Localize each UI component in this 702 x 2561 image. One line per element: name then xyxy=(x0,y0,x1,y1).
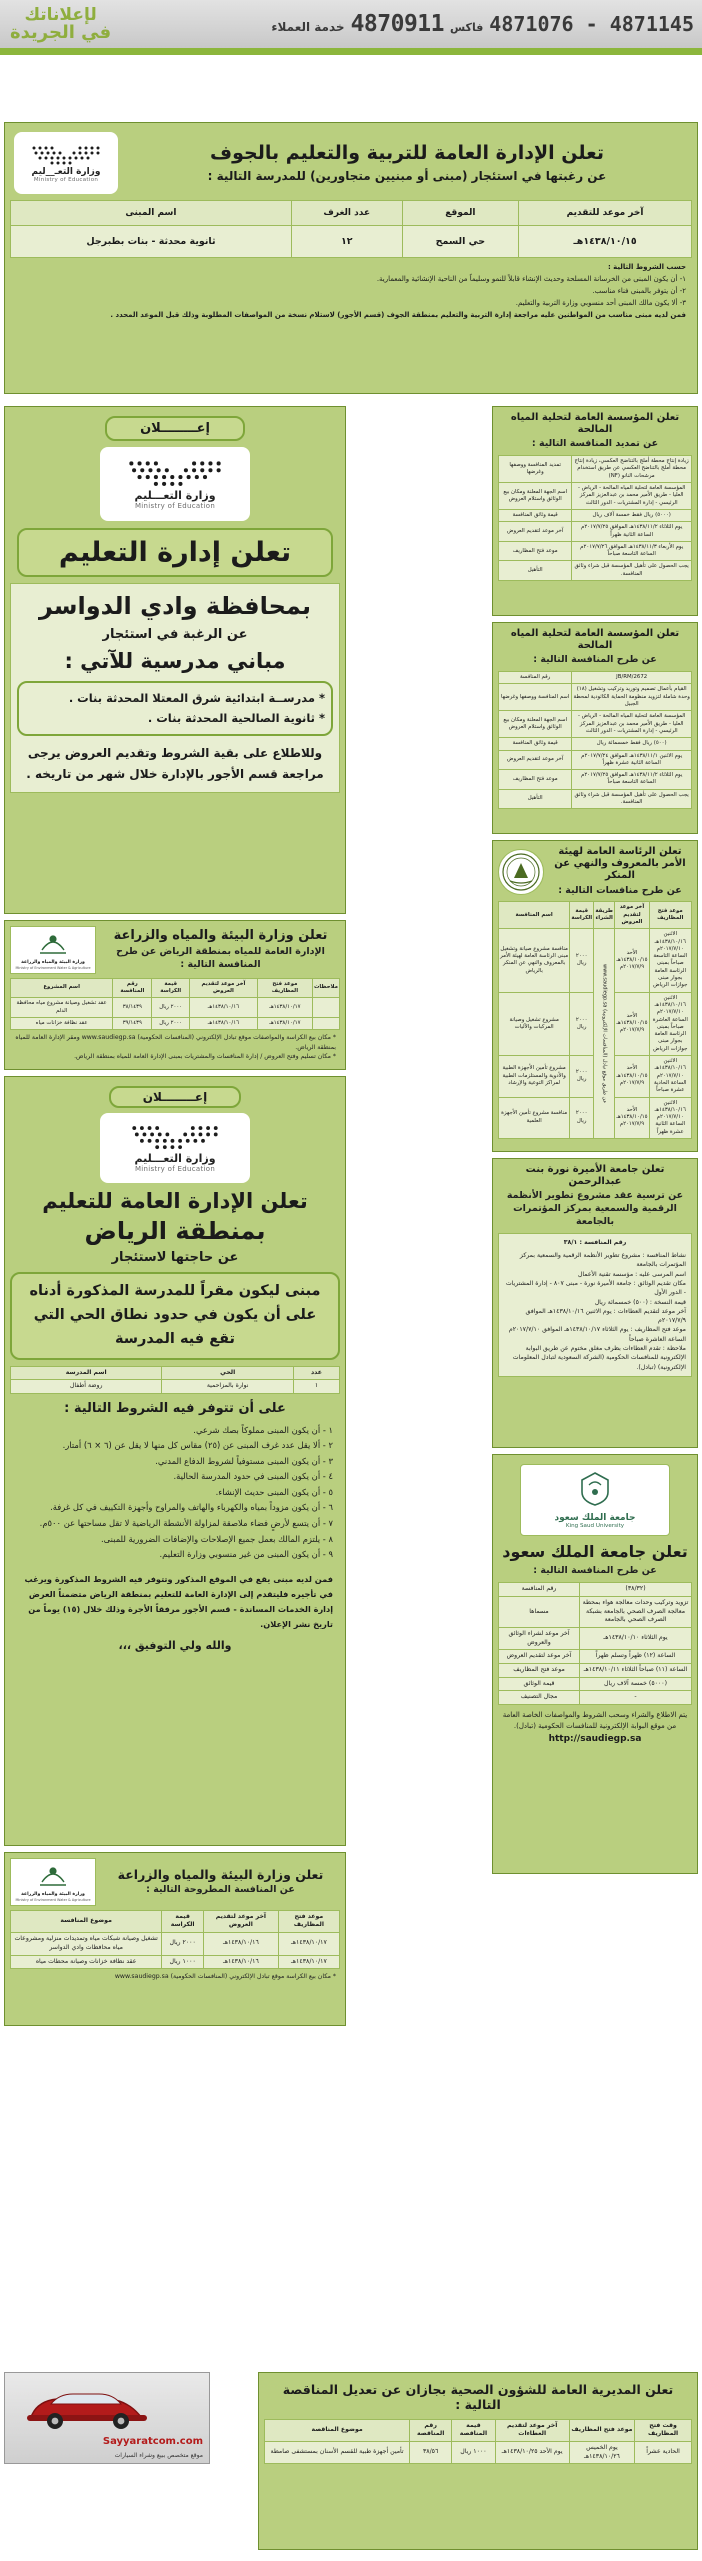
th-count: عدد xyxy=(293,1366,339,1380)
th-notes: ملاحظات xyxy=(312,978,339,998)
ad-pnu-subtitle: عن ترسية عقد مشروع تطوير الأنظمة الرقمية والسمعية بمركز المؤتمرات بالجامعة xyxy=(506,1190,684,1227)
cell-opening: ١٤٣٨/١٠/١٧هـ xyxy=(257,998,312,1018)
cell-opening: الاثنين ١٤٣٨/١٠/١٦هـ ٢٠١٧/٧/١٠م الساعة العاشرة صباحاً بمبنى الرئاسة العامة بجوار مبنى جوازات الرياض xyxy=(649,992,691,1055)
customer-service-label: خدمة العملاء xyxy=(271,20,345,34)
cell-deadline: الأحد ١٤٣٨/١٠/١٥هـ ٢٠١٧/٧/٩م xyxy=(615,929,649,992)
cell-label: موعد فتح المظاريف xyxy=(499,1664,580,1678)
moe-logo-english: Ministry of Education xyxy=(33,176,99,183)
th-price: قيمة الكراسة xyxy=(152,978,190,998)
table-row xyxy=(499,929,692,992)
ad-wadi-item-1: * مدرســة ابتدائية شرق المعتلا المحدثة بنات . xyxy=(68,690,325,705)
ad-riyadh-conditions-title: على أن تتوفر فيه الشروط التالية : xyxy=(64,1400,286,1416)
pnu-row-1: نشاط المنافسة : مشروع تطوير الأنظمة الرقمية والسمعية بمركز المؤتمرات بالجامعة xyxy=(519,1252,686,1269)
ad-pnu-title: تعلن جامعة الأميرة نورة بنت عبدالرحمن xyxy=(525,1164,665,1188)
th-subject: موضوع المناقصة xyxy=(265,2419,410,2441)
table-row xyxy=(499,456,692,483)
cell-deadline: يوم الأحد ١٤٣٨/١٠/٢٥هـ xyxy=(495,2441,569,2463)
ad-king-saud-university[interactable] xyxy=(492,1454,698,1874)
ad-jouf-title: تعلن الإدارة العامة للتربية والتعليم بالجوف xyxy=(210,142,604,165)
th-opening-date: موعد فتح المظاريف xyxy=(569,2419,634,2441)
th-opening-time: وقت فتح المظاريف xyxy=(635,2419,692,2441)
table-header-row xyxy=(265,2419,692,2441)
note-3: ٣- ألا يكون مالك المبنى أحد منسوبي وزارة التربية والتعليم. xyxy=(515,298,686,307)
table-header-row xyxy=(499,902,692,929)
ad-ksu-title: تعلن جامعة الملك سعود xyxy=(502,1542,688,1561)
ksu-logo-english: King Saud University xyxy=(565,1523,625,1529)
cell-price: ٢٠٠٠ ريال xyxy=(152,1018,190,1030)
table-row xyxy=(499,1691,692,1705)
cell-price: ١٠٠٠ ريال xyxy=(162,1955,204,1969)
cell-opening-time: الحادية عشراً xyxy=(635,2441,692,2463)
ad-sayyarat-banner[interactable] xyxy=(4,2372,210,2464)
pnu-label-4: قيمة النسخة xyxy=(654,1298,686,1306)
th-rooms: عدد الغرف xyxy=(291,201,402,226)
table-row xyxy=(499,1597,692,1628)
cell-price: ٢٠٠٠ ريال xyxy=(570,1056,594,1097)
cell-opening: الاثنين ١٤٣٨/١٠/١٦هـ ٢٠١٧/٧/١٠م الساعة التاسعة صباحاً بمبنى الرئاسة العامة بجوار مبنى جوازات الرياض xyxy=(649,929,691,992)
table-row xyxy=(499,541,692,561)
cell-value: (٣٨/٣٢) xyxy=(580,1583,692,1597)
cell-label: آخر موعد لتقديم العروض xyxy=(499,522,572,542)
cell-opening: الاثنين ١٤٣٨/١٠/١٦هـ ٢٠١٧/٧/١٠م الساعة الثانية عشرة ظهراً xyxy=(649,1097,691,1138)
table-row xyxy=(11,1955,340,1969)
ad-swcc-extension[interactable] xyxy=(492,406,698,616)
pnu-label-3: مكان تقديم الوثائق xyxy=(637,1280,686,1287)
pnu-row-2: اسم المرسى عليه : مؤسسة تقنية الأعمال xyxy=(577,1270,686,1278)
cell-label: اسم الجهة المعلنة ومكان بيع الوثائق واستلام العروض xyxy=(499,483,572,510)
th-name: اسم المنافسة xyxy=(499,902,570,929)
cell-deadline: الأحد ١٤٣٨/١٠/١٥هـ ٢٠١٧/٧/٩م xyxy=(615,992,649,1055)
ad-moewa-riyadh-water[interactable] xyxy=(4,920,346,1070)
th-opening: موعد فتح المظاريف xyxy=(649,902,691,929)
cell-value: - xyxy=(580,1691,692,1705)
ad-hayaa-tenders[interactable] xyxy=(492,840,698,1152)
cell-value: تزويد وتركيب وحدات معالجة هواء بمحطة معالجة الصرف الصحي بالجامعة بشبكة الصرف الصحي بالجامعة xyxy=(580,1597,692,1628)
cell-value: (٥٠٠٠) خمسة آلاف ريال xyxy=(580,1677,692,1691)
fax-numbers: 4871145 - 4871076 xyxy=(489,12,694,36)
table-row xyxy=(499,509,692,521)
cell-label: قيمة وثائق المنافسة xyxy=(499,509,572,521)
th-project: اسم المشروع xyxy=(11,978,113,998)
table-row xyxy=(499,1664,692,1678)
condition-3: ٣ - أن يكون المبنى مستوفياً لشروط الدفاع المدني. xyxy=(155,1455,333,1466)
ministry-of-education-logo xyxy=(100,1113,250,1183)
note-1: * مكان بيع الكراسة والمواصفات موقع تبادل الإلكتروني (المنافسات الحكومية) www.saudiegp.sa ومقر الإدارة العامة للمياه بمنطقة الرياض. xyxy=(15,1034,336,1051)
cell-rooms: ١٢ xyxy=(291,226,402,258)
table-header-row xyxy=(11,1366,340,1380)
table-row xyxy=(499,770,692,790)
condition-4: ٤ - أن يكون المبنى في حدود المدرسة الحالية. xyxy=(173,1471,333,1482)
moe-logo-arabic: وزارة التعـــليم xyxy=(134,489,216,502)
th-number: رقم المناقصة xyxy=(410,2419,452,2441)
ad-jazan-title: تعلن المديرية العامة للشؤون الصحية بجازان عن تعديل المناقصة التالية : xyxy=(282,2382,674,2413)
cell-label: موعد فتح المظاريف xyxy=(499,541,572,561)
sayyarat-tagline: موقع متخصص ببيع وشراء السيارات xyxy=(114,2452,203,2459)
note-2: ٢- أن يتوفر بالمبنى فناء مناسب. xyxy=(592,286,686,295)
ad-jouf-notes xyxy=(10,258,692,323)
ad-ksu-table xyxy=(498,1582,692,1705)
sayyarat-brand: Sayyaratcom.com xyxy=(102,2436,203,2447)
cell-number: ٣٩/١٤٣٩ xyxy=(113,1018,152,1030)
cell-name: مشروع تأمين الأجهزة الطبية والأدوية والمستلزمات الطبية لمراكز التوعية والإرشاد xyxy=(499,1056,570,1097)
cell-value: يوم الثلاثاء ١٤٣٨/١٠/١٠هـ xyxy=(580,1628,692,1650)
pnu-value-6: يوم الثلاثاء ١٤٣٨/١٠/١٧هـ الموافق ٢٠١٧/٧/١٠م الساعة العاشرة صباحاً xyxy=(508,1326,686,1343)
ad-wadi-headline-3: عن الرغبة في استئجار xyxy=(102,627,248,643)
th-price: قيمة الكراسة xyxy=(570,902,594,929)
th-price: قيمة الكراسة xyxy=(162,1910,204,1932)
cell-opening: الاثنين ١٤٣٨/١٠/١٦هـ ٢٠١٧/٧/١٠م الساعة الحادية عشرة صباحاً xyxy=(649,1056,691,1097)
ad-ksu-subtitle: عن طرح المنافسة التالية : xyxy=(533,1564,657,1576)
cell-count: ١ xyxy=(293,1380,339,1394)
ad-riyadh-conditions xyxy=(10,1420,340,1566)
cell-project: عقد نظافة خزانات مياه xyxy=(11,1018,113,1030)
notes-heading: حسب الشروط التالية : xyxy=(607,263,686,271)
condition-2: ٢ - ألا يقل عدد غرف المبنى عن (٢٥) مقاس كل منها لا يقل عن (٦ × ٦) أمتار. xyxy=(62,1440,333,1451)
ad-wadi-headline-2: بمحافظة وادي الدواسر xyxy=(38,592,311,620)
ad-riyadh-footer: فمن لديه مبنى يقع في الموقع المذكور وتتوفر فيه الشروط المذكورة ويرغب في تأجيره فليتقدم إلى الإدارة العامة للتعليم بمنطقة الرياض متضمناً العرض إدارة الخدمات المساندة - قسم الأجور مرفقاً الأجرة وذلك خلال (١٥) يوماً من تاريخ نشر الإعلان. xyxy=(24,1573,333,1630)
th-subject: موضوع المنافسة xyxy=(11,1910,162,1932)
table-row xyxy=(11,1018,340,1030)
cell-label: التأهيل xyxy=(499,561,572,581)
cell-deadline: ١٤٣٨/١٠/١٦هـ xyxy=(203,1955,278,1969)
masthead-contact xyxy=(271,11,694,37)
masthead xyxy=(0,0,702,48)
ad-moewa2-subtitle: عن المنافسة المطروحة التالية : xyxy=(146,1884,295,1896)
cell-price: ١٠٠٠ ريال xyxy=(452,2441,496,2463)
th-deadline: آخر موعد لتقديم العطاءات xyxy=(495,2419,569,2441)
cell-opening: ١٤٣٨/١٠/١٧هـ xyxy=(257,1018,312,1030)
ad-moewa1-title: تعلن وزارة البيئة والمياه والزراعة xyxy=(113,928,328,944)
ksu-logo xyxy=(520,1464,670,1536)
emblem-svg xyxy=(501,852,541,892)
cell-price: ٢٠٠٠ ريال xyxy=(152,998,190,1018)
cell-subject: تأمين أجهزة طبية للقسم الأسنان بمستشفى صامطة xyxy=(265,2441,410,2463)
table-row xyxy=(265,2441,692,2463)
announcement-badge: إعــــــــلان xyxy=(109,1086,241,1108)
ad-swcc1-title: تعلن المؤسسة العامة لتحلية المياه المالحة xyxy=(510,412,680,436)
cell-deadline: الأحد ١٤٣٨/١٠/١٥هـ ٢٠١٧/٧/٩م xyxy=(615,1056,649,1097)
cell-value: JB/RM/2672 xyxy=(572,672,692,684)
moe-dots-icon xyxy=(125,1123,225,1151)
cell-label: اسم المنافسة ووصفها وغرضها xyxy=(499,684,572,711)
pnu-row-4: قيمة النسخة : (٥٠٠) خمسمائة ريال xyxy=(594,1298,686,1306)
ad-wadi-headline-1: تعلن إدارة التعليم xyxy=(17,528,334,577)
table-row xyxy=(499,1583,692,1597)
cell-building-name: ثانوية محدثة - بنات بطبرجل xyxy=(11,226,292,258)
table-row xyxy=(499,1677,692,1691)
table-row xyxy=(499,672,692,684)
pnu-label-5: آخر موعد لتقديم العطاءات xyxy=(617,1307,686,1315)
ad-moewa2-table xyxy=(10,1910,340,1969)
hayaa-emblem-icon xyxy=(498,849,544,895)
cell-value: يوم الاثنين ١٤٣٨/١١/١هـ الموافق ٢٠١٧/٧/٢٤م الساعة الثانية عشرة ظهراً xyxy=(572,750,692,770)
cell-value: (٥٠٠) ريال فقط خمسمائة ريال xyxy=(572,738,692,750)
cell-name: منافسة مشروع صيانة وتشغيل مبنى الرئاسة العامة لهيئة الأمر بالمعروف والنهي عن المنكر بالرياض xyxy=(499,929,570,992)
ad-swcc1-table xyxy=(498,455,692,581)
cell-method: عن طريق موقع تبادل (المنافسات الإلكترونية) www.saudiegp.sa xyxy=(594,929,615,1139)
cell-label: تمديد المنافسة ووصفها وغرضها xyxy=(499,456,572,483)
ad-ksu-url[interactable]: http://saudiegp.sa xyxy=(548,1733,642,1744)
pnu-row-5: آخر موعد لتقديم العطاءات : يوم الاثنين ١٤٣٨/١٠/١٦هـ الموافق ٢٠١٧/٧/٩م xyxy=(525,1307,686,1325)
th-school-name: اسم المدرسة xyxy=(11,1366,162,1380)
moewa-logo-english: Ministry of Environment Water & Agriculture xyxy=(15,965,91,970)
cell-label: آخر موعد لتقديم العروض xyxy=(499,1650,580,1664)
table-header-row xyxy=(11,201,692,226)
ksu-emblem-icon xyxy=(578,1471,612,1507)
condition-9: ٩ - أن يكون المبنى من غير منسوبي وزارة التعليم. xyxy=(159,1549,333,1560)
ad-riyadh-title-3: عن حاجتها لاستئجار xyxy=(111,1249,239,1265)
condition-7: ٧ - أن يتسع لأرضٍ فضاء ملاصقة لمزاولة الأنشطة الرياضية لا تقل مساحتها عن ٥٠٠م. xyxy=(39,1517,333,1528)
cell-opening: ١٤٣٨/١٠/١٧هـ xyxy=(278,1955,339,1969)
cell-label: التأهيل xyxy=(499,789,572,809)
moewa-logo xyxy=(10,1858,96,1906)
cell-number: ٣٨/١٤٣٩ xyxy=(113,998,152,1018)
cell-label: آخر موعد لتقديم العروض xyxy=(499,750,572,770)
cell-price: ٢٠٠٠ ريال xyxy=(570,929,594,992)
table-row xyxy=(11,1933,340,1955)
ad-riyadh-closing: والله ولي التوفيق ،،، xyxy=(118,1639,232,1653)
cell-name: منافسة مشروع تأمين الأجهزة العلمية xyxy=(499,1097,570,1138)
cell-location: حي السمح xyxy=(402,226,518,258)
cell-opening: ١٤٣٨/١٠/١٧هـ xyxy=(278,1933,339,1955)
cell-deadline: ١٤٣٨/١٠/١٦هـ xyxy=(189,1018,257,1030)
ad-riyadh-title-2: بمنطقة الرياض xyxy=(84,1216,266,1245)
pnu-value-4: (٥٠٠) خمسمائة ريال xyxy=(594,1298,648,1306)
car-illustration-icon xyxy=(17,2377,197,2433)
ministry-of-education-logo xyxy=(14,132,118,194)
ad-ksu-footer: يتم الاطلاع والشراء وسحب الشروط والمواصفات الخاصة العامة من موقع البوابة الإلكترونية للمنافسات الحكومية (تبادل). xyxy=(502,1711,688,1730)
cell-value: زيادة إنتاج محطة أملج بالتناضح العكسي، زيادة إنتاج محطة أملج بالتناضح العكسي عن طريق استخدام مرشحات النانو (NF) xyxy=(572,456,692,483)
cell-label: رقم المنافسة xyxy=(499,672,572,684)
cell-deadline: ١٤٣٨/١٠/١٦هـ xyxy=(189,998,257,1018)
moewa-logo-arabic: وزارة البيئة والمياه والزراعة xyxy=(21,1892,85,1897)
cell-value: يوم الثلاثاء ١٤٣٨/١١/٢هـ الموافق ٢٠١٧/٧/٢٥م الساعة الثانية ظهراً xyxy=(572,522,692,542)
moewa-emblem-icon xyxy=(36,1862,70,1888)
fax-label: فاكس xyxy=(450,21,484,34)
ad-moewa1-table xyxy=(10,978,340,1030)
th-deadline: آخر موعد لتقديم العروض xyxy=(203,1910,278,1932)
th-deadline: آخر موعد لتقديم العروض xyxy=(189,978,257,998)
th-building-name: اسم المبنى xyxy=(11,201,292,226)
moewa-logo xyxy=(10,926,96,974)
pnu-value-5: يوم الاثنين ١٤٣٨/١٠/١٦هـ الموافق ٢٠١٧/٧/٩م xyxy=(525,1307,686,1325)
newspaper-ads-logo xyxy=(10,4,112,43)
moewa-emblem-icon xyxy=(36,930,70,956)
cell-project: عقد تشغيل وصيانة مشروع مياه محافظة الدلم xyxy=(11,998,113,1018)
pnu-value-2: مؤسسة تقنية الأعمال xyxy=(577,1270,634,1278)
cell-deadline: ١٤٣٨/١٠/١٦هـ xyxy=(203,1933,278,1955)
note-1: ١- أن يكون المبنى من الخرسانة المسلحة وحديث الإنشاء قابلاً للنمو وسليماً من الناحية الإنشائية والمعمارية. xyxy=(376,274,686,283)
table-row xyxy=(499,738,692,750)
ksu-logo-arabic: جامعة الملك سعود xyxy=(554,1513,636,1523)
pnu-value-1: مشروع تطوير الأنظمة الرقمية والسمعية بمركز المؤتمرات بالجامعة xyxy=(519,1252,686,1269)
pnu-label-6: موعد فتح المظاريف xyxy=(634,1326,686,1334)
ad-hayaa-subtitle: عن طرح منافسات التالية : xyxy=(558,884,682,896)
announcement-badge: إعــــــــلان xyxy=(105,416,245,441)
note-closing: فمن لديه مبنى مناسب من المواطنين عليه مراجعة إدارة التربية والتعليم بمنطقة الجوف (قسم الأجور) لاستلام نسخة من المواصفات المطلوبة وذلك قبل الموعد المحدد . xyxy=(110,310,686,319)
ad-swcc-new-tender[interactable] xyxy=(492,622,698,834)
table-row xyxy=(499,789,692,809)
pnu-row-7: ملاحظة : تقدم العطاءات بظرف مغلق مختوم عن طريق البوابة الإلكترونية للمنافسات الحكومية (الشركة السعودية لتبادل المعلومات الإلكترونية) (تبادل). xyxy=(512,1345,686,1371)
condition-6: ٦ - أن يكون مزوداً بمياه والكهرباء والهاتف والمراوح وأجهزة التكييف في كل غرفة. xyxy=(50,1502,333,1513)
pnu-label-2: اسم المرسى عليه xyxy=(639,1270,686,1278)
condition-5: ٥ - أن يكون المبنى حديث الإنشاء. xyxy=(215,1486,333,1497)
ad-moewa2-title: تعلن وزارة البيئة والمياه والزراعة xyxy=(117,1866,324,1882)
ad-wadi-dawasir-education[interactable] xyxy=(4,406,346,914)
note-2: * مكان تسليم وفتح العروض / إدارة المنافسات والمشتريات بمبنى الإدارة العامة للمياه بمنطقة الرياض. xyxy=(74,1052,336,1060)
condition-8: ٨ - يلتزم المالك بعمل جميع الإصلاحات والإضافات الضرورية للمبنى. xyxy=(101,1533,333,1544)
table-header-row xyxy=(11,1910,340,1932)
ad-moewa1-subtitle: الإدارة العامة للمياه بمنطقة الرياض عن طرح المنافسة التالية : xyxy=(116,946,325,970)
ad-swcc2-subtitle: عن طرح المنافسة التالية : xyxy=(533,654,657,666)
ad-jouf-subtitle: عن رغبتها في استئجار (مبنى أو مبنيين متجاورين) للمدرسة التالية : xyxy=(207,169,607,184)
cell-price: ٢٠٠٠ ريال xyxy=(570,992,594,1055)
masthead-rule xyxy=(0,48,702,55)
cell-value: الساعة (١٢) ظهراً وتسلم ظهراً xyxy=(580,1650,692,1664)
moe-dots-icon xyxy=(123,458,227,488)
cell-subject: عقد نظافة خزانات وصيانة محطات مياه xyxy=(11,1955,162,1969)
table-row xyxy=(499,711,692,738)
cell-district: نوارة بالمزاحمية xyxy=(162,1380,294,1394)
ad-hayaa-table xyxy=(498,901,692,1139)
table-row xyxy=(499,684,692,711)
pnu-value-3: جامعة الأميرة نورة - مبنى ٨٠٧ - إدارة المشتريات - الدور الأول xyxy=(505,1280,686,1297)
table-row xyxy=(11,1380,340,1394)
table-row xyxy=(499,561,692,581)
cell-label: قيمة وثائق المنافسة xyxy=(499,738,572,750)
ad-swcc1-subtitle: عن تمديد المنافسة التالية : xyxy=(531,438,659,450)
cell-value: يوم الثلاثاء ١٤٣٨/١١/٢هـ الموافق ٢٠١٧/٧/٢٥م الساعة التاسعة صباحاً xyxy=(572,770,692,790)
th-opening: موعد فتح المظاريف xyxy=(278,1910,339,1932)
ad-swcc2-title: تعلن المؤسسة العامة لتحلية المياه المالحة xyxy=(510,628,680,652)
ad-riyadh-table xyxy=(10,1366,340,1394)
cell-value: المؤسسة العامة لتحلية المياه المالحة - الرياض - العليا - طريق الأمير محمد بن عبدالعزيز المركز الرئيسي - إدارة المشتريات - الدور الثالث xyxy=(572,711,692,738)
th-price: قيمة المناقصة xyxy=(452,2419,496,2441)
ad-riyadh-education[interactable] xyxy=(4,1076,346,1846)
ad-moewa1-notes xyxy=(10,1030,340,1061)
ad-pnu-university[interactable] xyxy=(492,1158,698,1448)
cell-value: يجب الحصول على تأهيل المؤسسة قبل شراء وثائق المنافسة. xyxy=(572,561,692,581)
cell-opening-date: يوم الخميس ١٤٣٨/١٠/٢٦هـ xyxy=(569,2441,634,2463)
ad-moewa2-note: * مكان بيع الكراسة موقع تبادل الإلكتروني (المنافسات الحكومية) www.saudiegp.sa xyxy=(114,1973,336,1981)
pnu-label-1: نشاط المنافسة xyxy=(646,1252,686,1260)
moewa-logo-english: Ministry of Environment Water & Agriculture xyxy=(15,1897,91,1902)
cell-value: يوم الأربعاء ١٤٣٨/١١/٣هـ الموافق ٢٠١٧/٧/٢٦م الساعة التاسعة صباحاً xyxy=(572,541,692,561)
ad-wadi-headline-4: مباني مدرسية للآتي : xyxy=(64,649,286,674)
cell-number: ٣٨/٥٦ xyxy=(410,2441,452,2463)
cell-value: المؤسسة العامة لتحلية المياه المالحة - الرياض - العليا - طريق الأمير محمد بن عبدالعزيز المركز الرئيسي - إدارة المشتريات - الدور الثالث xyxy=(572,483,692,510)
table-row xyxy=(499,1650,692,1664)
logo-line-1: لإعلاناتك xyxy=(24,4,97,25)
cell-subject: تشغيل وصيانة شبكات مياه وتمديدات منزلية ومشروعات مياه محافظات وادي الدواسر xyxy=(11,1933,162,1955)
cell-label: رقم المنافسة xyxy=(499,1583,580,1597)
ministry-of-education-logo xyxy=(100,447,250,521)
table-row xyxy=(499,483,692,510)
cell-price: ٢٠٠٠ ريال xyxy=(162,1933,204,1955)
cell-name: مشروع تشغيل وصيانة المركبات والآليات xyxy=(499,992,570,1055)
th-method: طريقة الشراء xyxy=(594,902,615,929)
ad-moewa-second[interactable] xyxy=(4,1852,346,2026)
pnu-tender-number: رقم المنافسة : ٣٨/١ xyxy=(563,1238,627,1246)
ad-swcc2-table xyxy=(498,671,692,809)
cell-school-name: روضة أطفال xyxy=(11,1380,162,1394)
th-location: الموقع xyxy=(402,201,518,226)
ad-jazan-table xyxy=(264,2419,692,2465)
cell-notes xyxy=(312,998,339,1018)
pnu-value-7: تقدم العطاءات بظرف مغلق مختوم عن طريق البوابة الإلكترونية للمنافسات الحكومية (الشركة السعودية لتبادل المعلومات الإلكترونية) (تبادل). xyxy=(512,1345,686,1371)
pnu-row-6: موعد فتح المظاريف : يوم الثلاثاء ١٤٣٨/١٠/١٧هـ الموافق ٢٠١٧/٧/١٠م الساعة العاشرة صباحاً xyxy=(508,1326,686,1343)
cell-value: القيام بأعمال تصميم وتوريد وتركيب وتشغيل (١٨) وحدة شاملة لتزويد منظومة الحماية الكاثودية لمحطة الجبيل xyxy=(572,684,692,711)
ad-jouf-table xyxy=(10,200,692,258)
table-header-row xyxy=(11,978,340,998)
moe-logo-english: Ministry of Education xyxy=(134,1165,216,1173)
cell-value: (٥٠٠٠) ريال فقط خمسة آلاف ريال xyxy=(572,509,692,521)
table-row xyxy=(499,1628,692,1650)
ad-jouf-education[interactable] xyxy=(4,122,698,394)
th-district: الحي xyxy=(162,1366,294,1380)
cell-label: قيمة الوثائق xyxy=(499,1677,580,1691)
cell-value: الساعة (١١) صباحاً الثلاثاء ١٤٣٨/١٠/١١هـ xyxy=(580,1664,692,1678)
ad-jazan-health[interactable] xyxy=(258,2372,698,2550)
pnu-label-7: ملاحظة xyxy=(666,1345,686,1353)
moewa-logo-arabic: وزارة البيئة والمياه والزراعة xyxy=(21,960,85,965)
cell-label: مسماها xyxy=(499,1597,580,1628)
ad-wadi-item-2: * ثانوية الصالحية المحدثة بنات . xyxy=(147,711,325,726)
cell-label: آخر موعد لشراء الوثائق والعروض xyxy=(499,1628,580,1650)
moe-logo-arabic: وزارة التعـ__ليم xyxy=(31,166,101,177)
cell-deadline: الأحد ١٤٣٨/١٠/١٥هـ ٢٠١٧/٧/٩م xyxy=(615,1097,649,1138)
table-row xyxy=(11,226,692,258)
th-opening: موعد فتح المظاريف xyxy=(257,978,312,998)
cell-value: يجب الحصول على تأهيل المؤسسة قبل شراء وثائق المنافسة. xyxy=(572,789,692,809)
moe-logo-arabic: وزارة التعـــليم xyxy=(134,1152,216,1165)
condition-1: ١ - أن يكون المبنى مملوكاً بصك شرعي. xyxy=(193,1424,333,1435)
cell-notes xyxy=(312,1018,339,1030)
th-deadline: آخر موعد للتقديم xyxy=(519,201,692,226)
ad-wadi-footer: وللاطلاع على بقية الشروط وتقديم العروض يرجى مراجعة قسم الأجور بالإدارة خلال شهر من تاريخه . xyxy=(26,746,324,781)
ad-riyadh-headline: مبنى ليكون مقراً للمدرسة المذكورة أدناه على أن يكون في حدود نطاق الحي التي تقع فيه المدرسة xyxy=(10,1272,340,1360)
customer-service-number: 4870911 xyxy=(350,11,444,37)
moe-dots-icon xyxy=(30,144,102,166)
table-row xyxy=(499,522,692,542)
moe-logo-english: Ministry of Education xyxy=(134,502,216,510)
cell-label: موعد فتح المظاريف xyxy=(499,770,572,790)
cell-label: اسم الجهة المعلنة ومكان بيع الوثائق واستلام العروض xyxy=(499,711,572,738)
cell-deadline: ١٤٣٨/١٠/١٥هـ xyxy=(519,226,692,258)
logo-line-2: في الجريدة xyxy=(10,21,112,43)
ad-hayaa-title: تعلن الرئاسة العامة لهيئة الأمر بالمعروف والنهي عن المنكر xyxy=(554,846,686,882)
pnu-row-3: مكان تقديم الوثائق : جامعة الأميرة نورة - مبنى ٨٠٧ - إدارة المشتريات - الدور الأول xyxy=(505,1280,686,1297)
table-row xyxy=(499,750,692,770)
ad-riyadh-title-1: تعلن الإدارة العامة للتعليم xyxy=(42,1189,308,1213)
th-number: رقم المنافسة xyxy=(113,978,152,998)
cell-label: مجال التصنيف xyxy=(499,1691,580,1705)
th-deadline: آخر موعد لتقديم العروض xyxy=(615,902,649,929)
table-row xyxy=(11,998,340,1018)
cell-price: ٢٠٠٠ ريال xyxy=(570,1097,594,1138)
